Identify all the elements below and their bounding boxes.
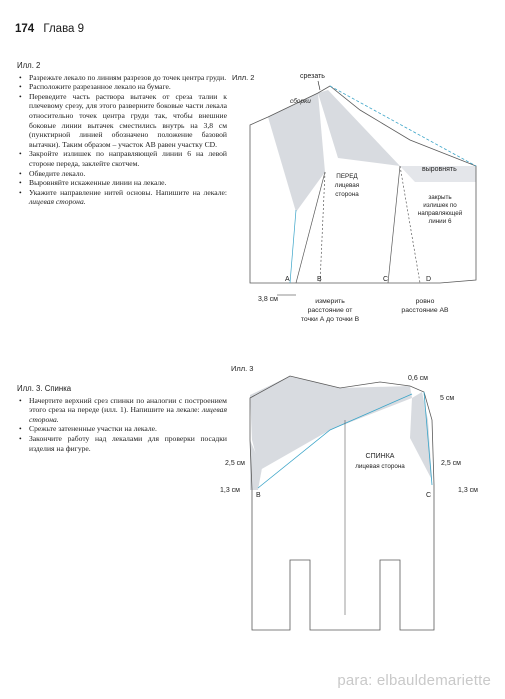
figure-title: Илл. 2 — [232, 73, 255, 82]
item-text: Закройте излишек по направляющей линии 6 на левой стороне переда, заклейте скотчем. — [29, 149, 227, 168]
label-front: ПЕРЕД — [336, 173, 358, 180]
shaded-dart-left — [268, 93, 325, 212]
pointer-line — [318, 81, 320, 90]
dart-line-d — [400, 166, 420, 283]
label-right-2: 1,3 см — [458, 487, 478, 494]
label-left-1: 2,5 см — [225, 460, 245, 467]
item-text: Разрежьте лекало по линиям разрезов до точек центра груди. — [29, 72, 227, 82]
back-pattern-diagram — [0, 360, 505, 660]
item-emphasis: лицевая сторона. — [29, 197, 86, 207]
label-equal-2: расстояние АВ — [401, 307, 449, 314]
label-front-side: лицевая — [334, 182, 360, 189]
page-number: 174 — [15, 23, 35, 35]
label-left-2: 1,3 см — [220, 487, 240, 494]
side-guide-a — [290, 210, 296, 283]
point-b: B — [256, 492, 261, 499]
item-emphasis: лицевая сторона. — [29, 405, 227, 424]
section-title: Илл. 3. Спинка — [17, 384, 72, 393]
point-b: B — [317, 276, 322, 283]
label-measure-3: точки А до точки В — [300, 316, 360, 323]
shaded-dart-center — [318, 90, 400, 166]
item-text: Срежьте затененные участки на лекале. — [29, 424, 157, 434]
point-d: D — [426, 276, 432, 283]
shaded-side-right — [410, 392, 432, 480]
point-c: C — [383, 276, 389, 283]
figure-title: Илл. 3 — [231, 364, 254, 373]
label-top: 0,6 см — [408, 375, 428, 382]
label-measure-2: расстояние от — [307, 307, 353, 314]
label-level: выровнять — [422, 166, 457, 173]
section-title: Илл. 2 — [17, 61, 41, 70]
item-text: Укажите направление нитей основы. Напишите на лекале: — [29, 187, 227, 197]
label-close: закрыть — [428, 194, 452, 201]
item-text: Начертите верхний срез спинки по аналогии с построением этого среза на переде (илл. 1). Напишите на лекале: — [29, 395, 227, 415]
item-text: Расположите разрезанное лекало на бумаге. — [29, 82, 171, 92]
label-back-side: лицевая сторона — [355, 463, 405, 470]
dart-line-c — [388, 166, 400, 283]
watermark: para: elbauldemariette — [337, 672, 491, 689]
chapter-title: Глава 9 — [43, 23, 85, 35]
label-close-3: направляющей — [417, 210, 463, 217]
label-darts: сборки — [290, 98, 311, 105]
label-front-side-2: сторона — [335, 191, 359, 198]
label-measure-value: 3,8 см — [258, 296, 278, 303]
item-text: Обведите лекало. — [29, 168, 86, 178]
item-text: Закончите работу над лекалами для проверки посадки изделия на фигуре. — [29, 433, 227, 453]
label-back: СПИНКА — [365, 453, 395, 460]
point-a: A — [285, 276, 290, 283]
point-c: C — [426, 492, 432, 499]
label-cut: срезать — [300, 73, 325, 80]
label-close-4: линии 6 — [428, 218, 452, 225]
label-equal: ровно — [415, 298, 435, 305]
label-close-2: излишек по — [423, 202, 457, 209]
label-measure: измерить — [315, 298, 345, 305]
label-right-1: 2,5 см — [441, 460, 461, 467]
item-text: Выровняйте искаженные линии на лекале. — [29, 178, 167, 188]
label-side-top: 5 см — [440, 395, 455, 402]
item-text: Переведите часть раствора вытачек от среза талии к плечевому срезу, для этого разверните боковые части лекала относительно точек центра груди так, чтобы внешние боковые линии вытачек сместились внутрь на 3,8 см (пунктирной линией обозначено положение базовой вытачки). Таким образом – участок АВ равен участку CD. — [29, 91, 227, 149]
